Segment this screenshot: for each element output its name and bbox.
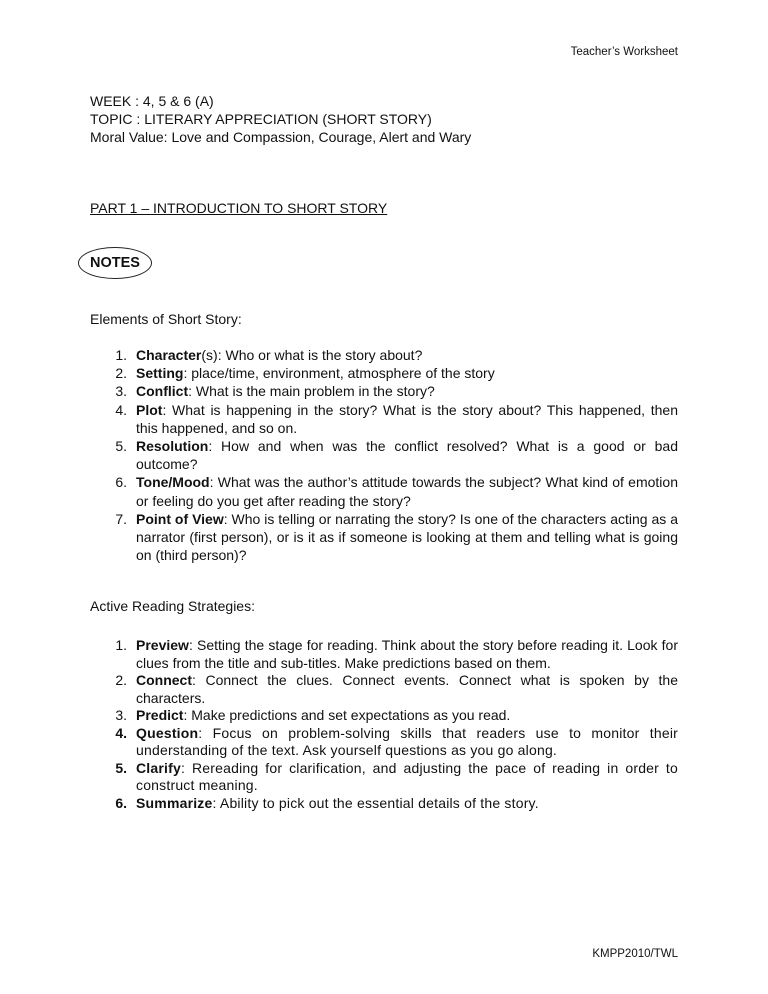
item-text: : Setting the stage for reading. Think about the story before reading it. Look for clues from the title and sub-titles. Make predictions based on them. [136, 637, 678, 671]
notes-badge [78, 247, 152, 279]
item-text: : Focus on problem-solving skills that readers use to monitor their understanding of the text. Ask yourself questions as you go along. [136, 724, 678, 758]
item-number: 4. [115, 401, 127, 418]
item-term: Clarify [136, 759, 181, 776]
footer-label: KMPP2010/TWL [592, 948, 678, 960]
list-item [90, 637, 678, 672]
topic-line: TOPIC : LITERARY APPRECIATION (SHORT STORY) [90, 111, 432, 127]
item-text: : What was the author’s attitude towards the subject? What kind of emotion or feeling do you get after reading the story? [136, 474, 678, 509]
list-item [90, 672, 678, 707]
item-term: Question [136, 724, 199, 741]
item-term: Summarize [136, 794, 213, 811]
list-item [90, 382, 678, 400]
item-text: : Rereading for clarification, and adjusting the pace of reading in order to construct meaning. [136, 759, 678, 793]
item-term: Conflict [136, 383, 189, 400]
item-term: Point of View [136, 510, 224, 527]
item-text: : How and when was the conflict resolved? What is a good or bad outcome? [136, 438, 678, 473]
item-text: : Connect the clues. Connect events. Connect what is spoken by the characters. [136, 672, 678, 706]
list-item [90, 510, 678, 565]
item-number: 2. [115, 365, 127, 382]
item-text: : What is happening in the story? What is the story about? This happened, then this happened, and so on. [136, 401, 678, 436]
header-label: Teacher’s Worksheet [570, 46, 678, 58]
elements-list [90, 346, 678, 564]
list-item [90, 795, 678, 813]
notes-label: NOTES [90, 255, 140, 271]
item-number: 6. [115, 474, 127, 491]
list-item [90, 725, 678, 760]
item-number: 3. [115, 383, 127, 400]
item-text: : place/time, environment, atmosphere of the story [183, 365, 495, 382]
item-number: 3. [115, 707, 127, 723]
item-term: Predict [136, 707, 184, 723]
item-term: Resolution [136, 438, 209, 455]
item-number: 1. [115, 637, 127, 653]
item-text: : Who is telling or narrating the story? Is one of the characters acting as a narrator (first person), or is it as if someone is looking at them and telling what is going on (third person)? [136, 510, 678, 564]
item-term: Character [136, 347, 202, 363]
item-text: : Make predictions and set expectations as you read. [183, 707, 511, 723]
item-number: 2. [115, 672, 127, 688]
item-number: 6. [115, 794, 127, 811]
item-term: Plot [136, 401, 163, 418]
list-item [90, 364, 678, 382]
strategies-list [90, 637, 678, 812]
item-number: 1. [115, 347, 127, 363]
part-1-title: PART 1 – INTRODUCTION TO SHORT STORY [90, 200, 388, 216]
week-line: WEEK : 4, 5 & 6 (A) [90, 93, 214, 109]
moral-value-line: Moral Value: Love and Compassion, Courage, Alert and Wary [90, 129, 472, 145]
strategies-heading: Active Reading Strategies: [90, 598, 255, 614]
list-item [90, 760, 678, 795]
item-text: (s): Who or what is the story about? [201, 347, 423, 363]
elements-heading: Elements of Short Story: [90, 311, 242, 327]
list-item [90, 437, 678, 473]
item-text: : What is the main problem in the story? [188, 383, 435, 400]
list-item [90, 346, 678, 364]
item-number: 7. [115, 510, 127, 527]
item-number: 5. [115, 438, 127, 455]
item-number: 5. [115, 759, 127, 776]
item-text: : Ability to pick out the essential details of the story. [212, 794, 539, 811]
list-item [90, 401, 678, 437]
list-item [90, 707, 678, 725]
item-term: Setting [136, 365, 184, 382]
worksheet-meta [90, 92, 471, 146]
item-term: Connect [136, 672, 192, 688]
item-number: 4. [115, 724, 127, 741]
item-term: Tone/Mood [136, 474, 210, 491]
item-term: Preview [136, 637, 189, 653]
list-item [90, 473, 678, 509]
